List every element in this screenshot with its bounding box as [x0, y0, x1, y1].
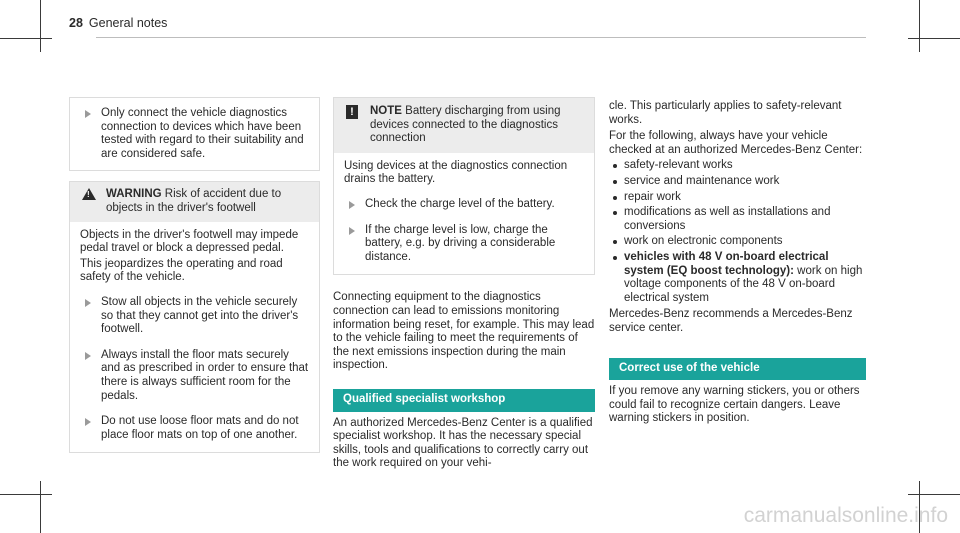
workshop-list: [609, 159, 866, 305]
note-label: NOTE: [370, 105, 402, 117]
arrow-icon: [349, 201, 355, 209]
arrow-icon: [85, 110, 91, 118]
list-item: safety-relevant works: [609, 159, 866, 173]
arrow-icon: [349, 227, 355, 235]
arrow-icon: [85, 418, 91, 426]
list-item: repair work: [609, 191, 866, 205]
exclamation-icon: !: [346, 105, 358, 119]
warning-list: [80, 296, 309, 442]
warning-paragraph: Objects in the driver's footwell may impede pedal travel or block a depressed pedal.: [80, 228, 299, 255]
warning-box: [69, 181, 320, 453]
note-paragraph: Using devices at the diagnostics connection drains the battery.: [344, 159, 568, 186]
bullet-dot: [613, 256, 617, 260]
bullet-dot: [613, 180, 617, 184]
body-paragraph: An authorized Mercedes-Benz Center is a qualified specialist workshop. It has the necessary special skills, tools and qualifications to correctly carry out the work required on your vehi-: [333, 416, 593, 470]
watermark: carmanualsonline.info: [743, 504, 948, 528]
crop-mark: [40, 0, 41, 52]
list-item: If the charge level is low, charge the battery, e.g. by driving a considerable distance.: [344, 224, 584, 265]
note-body: [334, 153, 594, 275]
body-paragraph: For the following, always have your vehicle checked at an authorized Mercedes-Benz Center:: [609, 130, 863, 156]
crop-mark: [0, 38, 52, 39]
crop-mark: [0, 494, 52, 495]
list-item: service and maintenance work: [609, 175, 866, 189]
column-3: [609, 100, 866, 426]
section-heading-workshop: Qualified specialist workshop: [333, 389, 595, 412]
header-divider: [96, 37, 866, 38]
arrow-icon: [85, 352, 91, 360]
list-item: Only connect the vehicle diagnostics connection to devices which have been tested with regard to their suitability and are considered safe.: [80, 107, 309, 161]
crop-mark: [919, 0, 920, 52]
warning-paragraph: This jeopardizes the operating and road safety of the vehicle.: [80, 257, 283, 284]
list-item: Stow all objects in the vehicle securely so that they cannot get into the driver's footwell.: [80, 296, 309, 337]
warning-title: Risk of accident due to objects in the driver's footwell: [106, 188, 282, 214]
body-paragraph: Mercedes-Benz recommends a Mercedes-Benz service center.: [609, 308, 853, 334]
list-item: modifications as well as installations and conversions: [609, 206, 866, 233]
page-title: General notes: [88, 16, 168, 30]
list-item: work on electronic components: [609, 235, 866, 249]
body-paragraph: Connecting equipment to the diagnostics connection can lead to emissions monitoring information being reset, for example. This may lead to the vehicle failing to meet the requirements of the next emissions inspection during the main inspection.: [333, 291, 595, 372]
list-item: Check the charge level of the battery.: [344, 198, 584, 212]
bullet-dot: [613, 164, 617, 168]
crop-mark: [908, 38, 960, 39]
list-item: Do not use loose floor mats and do not place floor mats on top of one another.: [80, 415, 309, 442]
body-paragraph: cle. This particularly applies to safety-relevant works.: [609, 100, 842, 126]
note-title: Battery discharging from using devices connected to the diagnostics connection: [370, 105, 561, 145]
bullet-dot: [613, 196, 617, 200]
page-number: 28: [69, 16, 83, 30]
arrow-icon: [85, 299, 91, 307]
warning-label: WARNING: [106, 188, 162, 201]
instruction-list: [80, 107, 309, 161]
page-header: [69, 17, 167, 31]
column-1: [69, 97, 320, 453]
warning-header: [70, 182, 319, 221]
list-item: vehicles with 48 V on-board electrical system (EQ boost technology): work on high voltage components of the 48 V on-board electrical system: [609, 251, 866, 305]
body-paragraph: If you remove any warning stickers, you or others could fail to recognize certain dangers. Leave warning stickers in position.: [609, 385, 860, 425]
note-header: [334, 98, 594, 153]
note-list: [344, 198, 584, 264]
instruction-box: [69, 97, 320, 171]
list-item: Always install the floor mats securely and as prescribed in order to ensure that there is always sufficient room for the pedals.: [80, 349, 309, 403]
bullet-dot: [613, 211, 617, 215]
crop-mark: [40, 481, 41, 533]
bullet-dot: [613, 240, 617, 244]
crop-mark: [908, 494, 960, 495]
note-box: [333, 97, 595, 275]
warning-triangle-icon: [82, 188, 96, 200]
column-2: [333, 97, 595, 471]
warning-body: [70, 222, 319, 453]
section-heading-correct-use: Correct use of the vehicle: [609, 358, 866, 381]
